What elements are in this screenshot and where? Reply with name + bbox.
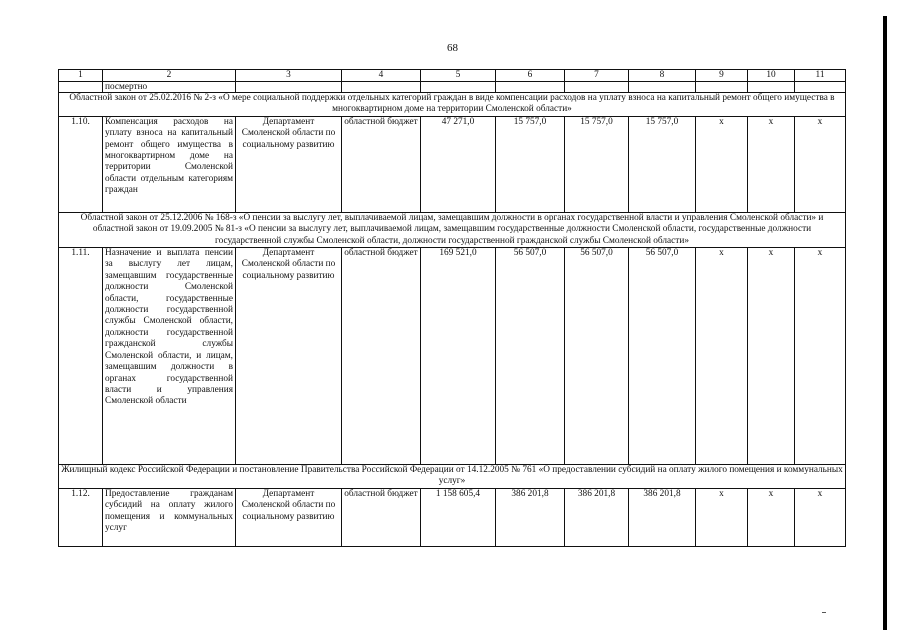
year-3-amount: 15 757,0 (629, 116, 696, 212)
col-11-value: x (795, 488, 846, 546)
column-header: 4 (342, 70, 421, 82)
year-2-amount: 56 507,0 (565, 248, 629, 465)
page-number: 68 (447, 42, 458, 54)
table-row (59, 488, 846, 546)
column-header: 8 (629, 70, 696, 82)
law-heading: Областной закон от 25.02.2016 № 2-з «О мере социальной поддержки отдельных категорий граждан в виде компенсации расходов на уплату взноса на капитальный ремонт общего имущества в многоквартирном доме на территории Смоленской области» (59, 93, 846, 117)
col-9-value: x (696, 488, 748, 546)
measure-name: Компенсация расходов на уплату взноса на капитальный ремонт общего имущества в многоквартирном доме на территории Смоленской области отдельным категориям граждан (103, 116, 236, 212)
law-heading-row (59, 212, 846, 247)
measure-name: Предоставление гражданам субсидий на оплату жилого помещения и коммунальных услуг (103, 488, 236, 546)
continuation-text: посмертно (103, 82, 236, 93)
law-heading-row (59, 93, 846, 117)
column-header: 6 (496, 70, 565, 82)
column-header: 9 (696, 70, 748, 82)
table-row (59, 116, 846, 212)
column-number-row (59, 70, 846, 82)
executor: Департамент Смоленской области по социальному развитию (236, 248, 342, 465)
col-9-value: x (696, 116, 748, 212)
col-11-value: x (795, 248, 846, 465)
row-number: 1.11. (59, 248, 103, 465)
total-amount: 169 521,0 (421, 248, 496, 465)
total-amount: 1 158 605,4 (421, 488, 496, 546)
total-amount: 47 271,0 (421, 116, 496, 212)
column-header: 7 (565, 70, 629, 82)
column-header: 3 (236, 70, 342, 82)
funding-source: областной бюджет (342, 116, 421, 212)
column-header: 5 (421, 70, 496, 82)
funding-source: областной бюджет (342, 248, 421, 465)
row-number: 1.10. (59, 116, 103, 212)
col-9-value: x (696, 248, 748, 465)
executor: Департамент Смоленской области по социальному развитию (236, 116, 342, 212)
year-3-amount: 386 201,8 (629, 488, 696, 546)
scan-edge-bar (883, 16, 887, 630)
year-3-amount: 56 507,0 (629, 248, 696, 465)
measure-name: Назначение и выплата пенсии за выслугу лет лицам, замещавшим государственные должности Смоленской области, государственные должности государственной службы Смоленской области, должности государственной гражданской службы Смоленской области, и лицам, замещавшим должности в органах государственной власти и управления Смоленской области (103, 248, 236, 465)
funding-source: областной бюджет (342, 488, 421, 546)
row-number: 1.12. (59, 488, 103, 546)
column-header: 11 (795, 70, 846, 82)
column-header: 1 (59, 70, 103, 82)
continuation-row (59, 82, 846, 93)
scan-mark (822, 612, 826, 613)
year-1-amount: 15 757,0 (496, 116, 565, 212)
col-10-value: x (748, 116, 795, 212)
year-2-amount: 15 757,0 (565, 116, 629, 212)
executor: Департамент Смоленской области по социальному развитию (236, 488, 342, 546)
year-1-amount: 56 507,0 (496, 248, 565, 465)
law-heading: Областной закон от 25.12.2006 № 168-з «О пенсии за выслугу лет, выплачиваемой лицам, замещавшим должности в органах государственной власти и управления Смоленской области» и областной закон от 19.09.2005 № 81-з «О пенсии за выслугу лет, выплачиваемой лицам, замещавшим государственные должности Смоленской области, государственные должности государственной службы Смоленской области, должности государственной гражданской службы Смоленской области» (59, 212, 846, 247)
column-header: 2 (103, 70, 236, 82)
col-11-value: x (795, 116, 846, 212)
column-header: 10 (748, 70, 795, 82)
year-2-amount: 386 201,8 (565, 488, 629, 546)
year-1-amount: 386 201,8 (496, 488, 565, 546)
program-table (58, 69, 846, 547)
law-heading: Жилищный кодекс Российской Федерации и постановление Правительства Российской Федерации от 14.12.2005 № 761 «О предоставлении субсидий на оплату жилого помещения и коммунальных услуг» (59, 465, 846, 489)
col-10-value: x (748, 248, 795, 465)
table-row (59, 248, 846, 465)
law-heading-row (59, 465, 846, 489)
col-10-value: x (748, 488, 795, 546)
